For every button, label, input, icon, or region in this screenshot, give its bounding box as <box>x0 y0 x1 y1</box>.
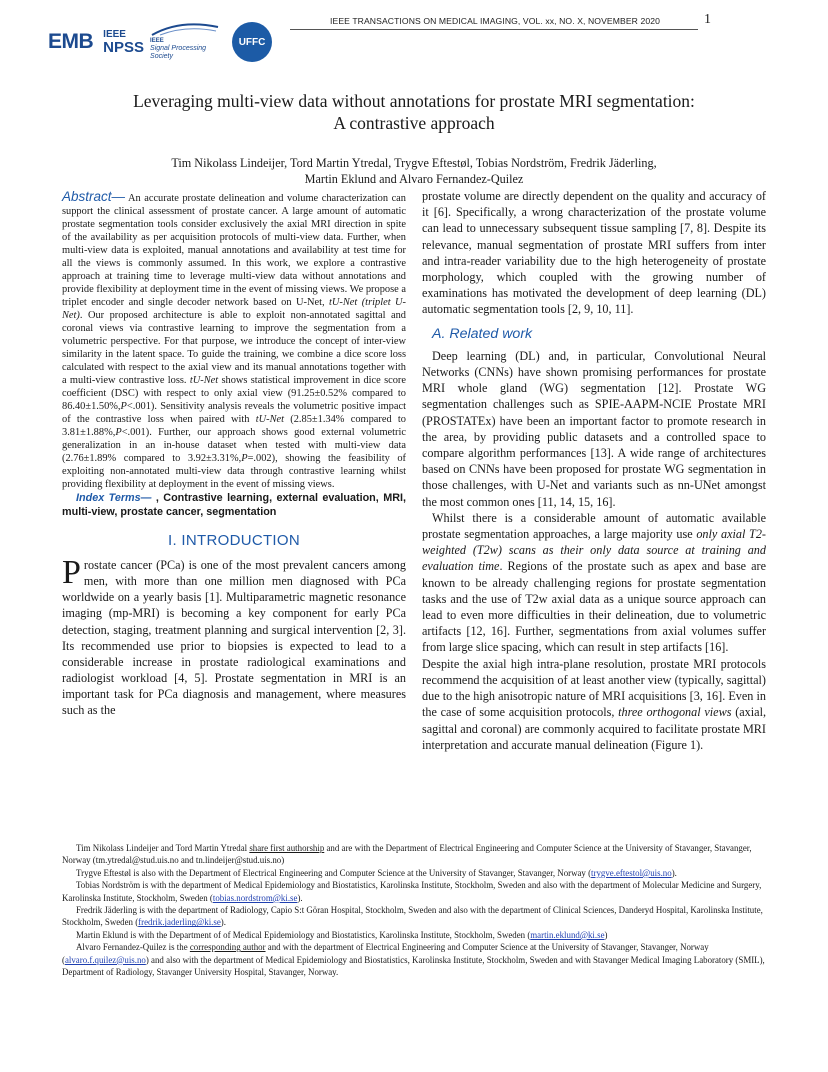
introduction-section <box>62 554 406 718</box>
left-column <box>62 190 406 718</box>
index-terms <box>62 491 406 519</box>
abstract-text: <.001). Sensitivity analysis reveals the volumetric positive impact of the contrastive loss when paired with <box>62 401 406 425</box>
footnote-text: Tim Nikolass Lindeijer and Tord Martin Ytredal <box>76 843 250 853</box>
ieee-npss-logo <box>103 29 144 55</box>
abstract-text: =.002), showing the feasibility of exploiting non-annotated multi-view data through contrastive learning whilst providing flexibility at deployment in the event of missing views. <box>62 453 406 490</box>
abstract-italic: P <box>241 453 248 464</box>
footnote-jaderling <box>62 904 770 929</box>
title-line-1: Leveraging multi-view data without annotations for prostate MRI segmentation: <box>133 91 695 111</box>
right-column <box>422 188 766 753</box>
abstract-italic: tU-Net <box>255 414 285 425</box>
abstract-text: An accurate prostate delineation and volume characterization can support the clinical assessment of prostate cancer. A large amount of automatic prostate segmentation tools consider exclusively the axial MRI direction in spite of the availability as per acquisition protocols of multi-view data. Further, when multi-view data is exploited, manual annotations and availability at test time for all the views is commonly assumed. In this work, we explore a contrastive approach at training time to leverage multi-view data without annotations and provide flexibility at deployment time in the event of missing views. We propose a triplet encoder and single decoder network based on U-Net, <box>62 193 406 308</box>
header-rule <box>290 29 698 30</box>
emb-logo: EMB <box>48 30 94 53</box>
abstract-text: shows statistical improvement in dice score coefficient (DSC) with respect to only axial view (91.25±0.52% compared to 86.40±1.50%, <box>62 375 407 412</box>
index-terms-text: , Contrastive learning, external evaluation, MRI, multi-view, prostate cancer, segmentation <box>62 492 406 518</box>
footnote-text: ). <box>220 917 226 928</box>
footnote-text: Alvaro Fernandez-Quilez is the <box>76 942 190 953</box>
footnote-text: Tobias Nordström is with the department of Medical Epidemiology and Biostatistics, Karolinska Institute, Stockholm, Sweden and also with the department of Molecular Medicine and Surgery, Karolinska Institute, Stockholm, Sweden ( <box>62 880 762 903</box>
paragraph-italic: three orthogonal views <box>618 705 732 720</box>
abstract-italic: P <box>120 401 127 412</box>
abstract-italic: tU-Net (triplet U-Net) <box>62 297 406 321</box>
email-link[interactable]: alvaro.f.quilez@uis.no <box>64 954 146 965</box>
paragraph-related-work: Deep learning (DL) and, in particular, Convolutional Neural Networks (CNNs) have shown promising performances for prostate MRI whole gland (WG) segmentation [12]. Prostate WG segmentation challenges such as SPIE-AAPM-NCIE Prostate MRI (PROSTATEx) have been an important factor to promote research in the area, by providing public datasets and a controlled space to compare algorithm performances [13]. A wide range of architectures based on CNNs have been proposed for prostate WG segmentation in those challenges, with U-Net and variants such as nn-UNet amongst the most common ones [11, 14, 15, 16]. <box>422 348 766 509</box>
abstract-text: <.001). Further, our approach shows good external volumetric generalization in an in-house dataset when tested with multi-view data (2.76±1.89% compared to 3.92±3.31%, <box>62 427 406 464</box>
title-line-2: A contrastive approach <box>333 113 495 133</box>
footnote-text: ). <box>297 892 303 903</box>
npss-wordmark: NPSS <box>103 39 145 56</box>
affiliation-footnotes <box>62 842 770 978</box>
footnote-text: Trygve Eftestøl is also with the Department of Electrical Engineering and Computer Science at the University of Stavanger, Stavanger, Norway ( <box>76 867 592 878</box>
intro-paragraph <box>62 554 406 718</box>
uffc-logo: UFFC <box>232 22 272 62</box>
footnote-text: and with the department of Electrical Engineering and Computer Science at the University of Stavanger, Stavanger, Norway ( <box>62 942 709 965</box>
logo-group <box>48 20 272 64</box>
journal-header: IEEE TRANSACTIONS ON MEDICAL IMAGING, VOL. xx, NO. X, NOVEMBER 2020 <box>330 16 660 26</box>
ieee-wordmark: IEEE <box>103 29 126 40</box>
dropcap: P <box>62 554 81 592</box>
paragraph-volume: prostate volume are directly dependent on the quality and accuracy of it [6]. Specifically, a wrong characterization of the prostate volume can lead to unnecessary subsequent tissue sampling [7, 8]. Despite its relevance, manual segmentation of prostate MRI suffers from inter and intra-reader variability due to the high heterogeneity of prostate morphology, which coupled with the growing number of examinations has motivated the development of deep learning (DL) automatic segmentation tools [2, 9, 10, 11]. <box>422 189 766 317</box>
page-number: 1 <box>704 12 711 27</box>
paragraph-italic: only axial T2-weighted (T2w) scans as their only data source at training and evaluation time <box>422 527 766 574</box>
subsection-heading-related-work: A. Related work <box>432 325 533 342</box>
section-heading-introduction: I. INTRODUCTION <box>168 532 300 549</box>
email-link[interactable]: martin.eklund@ki.se <box>530 929 605 940</box>
paragraph-whilst <box>422 510 766 656</box>
footnote-underline: share first authorship <box>249 843 325 853</box>
intro-text: rostate cancer (PCa) is one of the most prevalent cancers among men, with more than one million men diagnosed with PCa worldwide on a yearly basis [1]. Multiparametric magnetic resonance imaging (mp-MRI) is becoming a key component for early PCa detection, staging, treatment planning and surgical intervention [2, 3]. Its recommended use prior to biopsies is expected to lead to a considerable increase in prostate radiological examinations and radiologist workload [4, 5]. Prostate segmentation in MRI is an important task for PCa diagnosis and management, where measures such as the <box>62 558 406 718</box>
paragraph-text: Whilst there is a considerable amount of automatic available prostate segmentation approaches, a large majority use <box>422 510 766 542</box>
footnote-text: ) and also with the department of Medical Epidemiology and Biostatistics, Karolinska Institute, Stockholm, Sweden and with Stavanger Medical Imaging Laboratory (SMIL), Department of Radiology, Stavanger University Hospital, Stavanger, Norway. <box>62 954 765 978</box>
footnote-text: ). <box>671 867 677 878</box>
sps-name-text: Signal Processing Society <box>150 45 207 60</box>
footnote-fernandez-quilez <box>62 941 770 978</box>
paragraph-text: . Regions of the prostate such as apex and base are known to be already challenging regions for prostate segmentation tasks and the use of T2w axial data as a unique source approach can lead to even more difficulties in their delineation, due to volumetric artifacts [12, 16]. Further, segmentations from axial volumes suffer from large slice spacing, which can result in step artifacts [16]. <box>422 559 766 655</box>
footnote-text: Fredrik Jäderling is with the department of Radiology, Capio S:t Göran Hospital, Stockholm, Sweden and also with the department of Clinical Sciences, Danderyd Hospital, Karolinska Institute, Stockholm, Sweden ( <box>62 905 763 928</box>
footnote-eftestol <box>62 867 770 879</box>
sps-swoosh-icon <box>150 23 220 37</box>
authors-line-2: Martin Eklund and Alvaro Fernandez-Quilez <box>304 172 524 186</box>
sps-ieee-text: IEEE <box>150 38 164 44</box>
paragraph-text: (axial, sagittal and coronal) are commonly acquired to facilitate prostate MRI interpretation and accurate manual delineation (Figure 1). <box>422 705 767 752</box>
index-terms-heading: Index Terms— <box>76 492 152 504</box>
footnote-underline: corresponding author <box>189 942 266 953</box>
footnote-nordstrom <box>62 879 770 904</box>
author-list <box>60 155 768 187</box>
abstract-italic: tU-Net <box>189 375 219 386</box>
page-header <box>48 20 788 64</box>
paper-title <box>60 90 768 134</box>
authors-line-1: Tim Nikolass Lindeijer, Tord Martin Ytredal, Trygve Eftestøl, Tobias Nordström, Fredrik Jäderling, <box>171 156 657 170</box>
footnote-text: ) <box>604 929 608 940</box>
footnote-eklund <box>62 929 770 941</box>
abstract-italic: P <box>115 427 122 438</box>
email-link[interactable]: trygve.eftestol@uis.no <box>591 867 672 878</box>
signal-processing-society-logo <box>150 23 228 61</box>
footnote-text: and are with the Department of Electrical Engineering and Computer Science at the University of Stavanger, Stavanger, Norway (tm.ytredal@stud.uis.no and tn.lindeijer@stud.uis.no) <box>62 843 752 866</box>
email-link[interactable]: tobias.nordstrom@ki.se <box>212 892 298 903</box>
abstract-text: (2.85±1.34% compared to 3.81±1.88%, <box>62 414 406 438</box>
abstract-heading: Abstract— <box>62 189 126 204</box>
email-link[interactable]: fredrik.jaderling@ki.se <box>138 917 221 928</box>
paragraph-despite <box>422 656 766 753</box>
abstract <box>62 190 406 491</box>
footnote-lindeijer-ytredal <box>62 842 770 867</box>
paragraph-text: Despite the axial high intra-plane resolution, prostate MRI protocols recommend the acquisition of at least another view (typically, sagittal) due to the high anisotropic nature of MRI acquisitions [3, 16]. Even in the case of some acquisition protocols, <box>422 656 766 720</box>
abstract-text: . Our proposed architecture is able to exploit non-annotated sagittal and coronal views via contrastive learning to improve the segmentation from a volumetric perspective. For that purpose, we introduce the concept of inter-view similarity in the latent space. To guide the training, we combine a dice score loss calculated with respect to the axial view and its manual annotations together with a multi-view contrastive loss. <box>62 310 406 386</box>
footnote-text: Martin Eklund is with the Department of of Medical Epidemiology and Biostatistics, Karolinska Institute, Stockholm, Sweden ( <box>76 929 531 940</box>
